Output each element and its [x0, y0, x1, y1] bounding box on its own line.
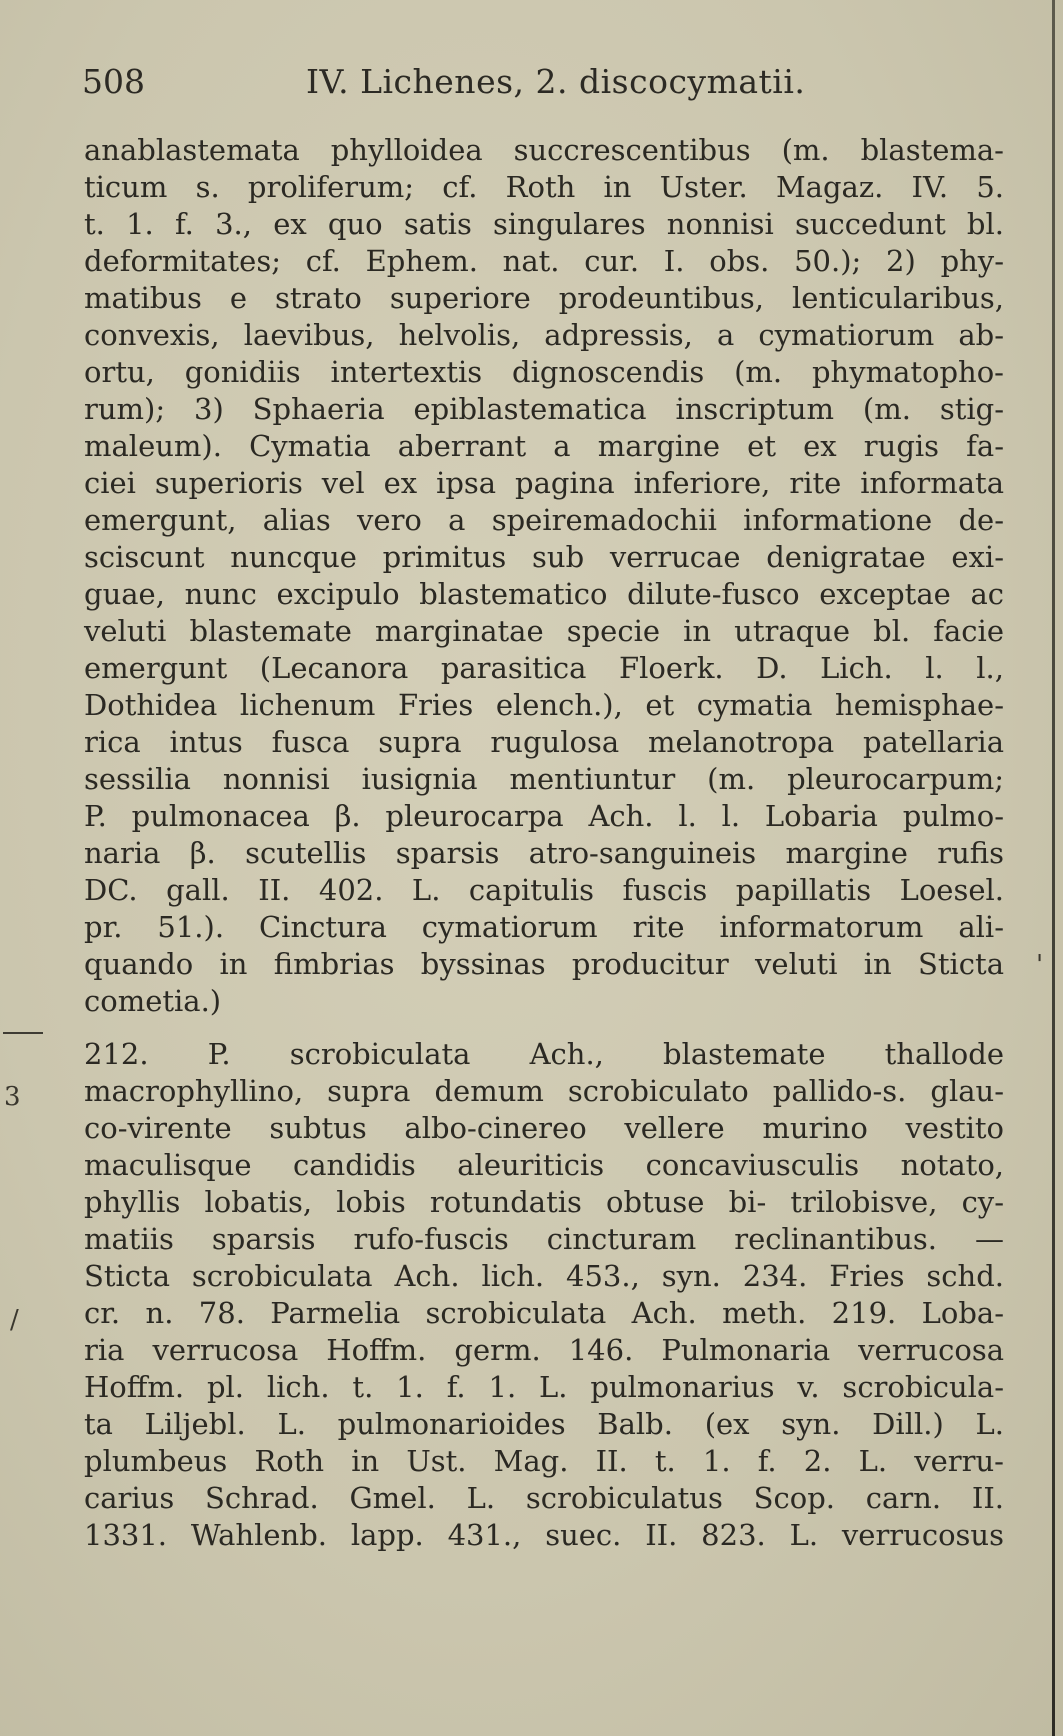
margin-rule — [3, 1032, 43, 1034]
text-line: veluti blastemate marginatae specie in utraque bl. facie — [84, 614, 1004, 648]
text-line: ria verrucosa Hoffm. germ. 146. Pulmonaria verrucosa — [84, 1333, 1004, 1367]
text-line: cometia.) — [84, 984, 222, 1018]
text-line: cr. n. 78. Parmelia scrobiculata Ach. meth. 219. Loba- — [84, 1296, 1004, 1330]
text-line: t. 1. f. 3., ex quo satis singulares nonnisi succedunt bl. — [84, 207, 1004, 241]
text-line: maculisque candidis aleuriticis concaviusculis notato, — [84, 1148, 1004, 1182]
text-line: anablastemata phylloidea succrescentibus (m. blastema- — [84, 133, 1004, 167]
text-line: DC. gall. II. 402. L. capitulis fuscis papillatis Loesel. — [84, 873, 1004, 907]
page-number: 508 — [82, 62, 145, 101]
text-line: Hoffm. pl. lich. t. 1. f. 1. L. pulmonarius v. scrobicula- — [84, 1370, 1004, 1404]
paragraph-gap — [84, 1020, 1004, 1036]
text-line: rica intus fusca supra rugulosa melanotropa patellaria — [84, 725, 1004, 759]
text-line: maleum). Cymatia aberrant a margine et ex rugis fa- — [84, 429, 1004, 463]
text-line: emergunt, alias vero a speiremadochii informatione de- — [84, 503, 1004, 537]
text-line: convexis, laevibus, helvolis, adpressis, a cymatiorum ab- — [84, 318, 1004, 352]
text-line: ticum s. proliferum; cf. Roth in Uster. Magaz. IV. 5. — [84, 170, 1004, 204]
text-line: matibus e strato superiore prodeuntibus, lenticularibus, — [84, 281, 1004, 315]
margin-mark: ' — [1036, 950, 1044, 980]
text-line: ciei superioris vel ex ipsa pagina inferiore, rite informata — [84, 466, 1004, 500]
text-line: ta Liljebl. L. pulmonarioides Balb. (ex syn. Dill.) L. — [84, 1407, 1004, 1441]
page-edge — [1052, 0, 1055, 1736]
text-line: Sticta scrobiculata Ach. lich. 453., syn. 234. Fries schd. — [84, 1259, 1004, 1293]
running-title: IV. Lichenes, 2. discocymatii. — [306, 62, 806, 101]
text-line: 1331. Wahlenb. lapp. 431., suec. II. 823. L. verrucosus — [84, 1518, 1004, 1552]
text-line: P. pulmonacea β. pleurocarpa Ach. l. l. Lobaria pulmo- — [84, 799, 1004, 833]
species-entry — [84, 1036, 1004, 1554]
text-line: pr. 51.). Cinctura cymatiorum rite informatorum ali- — [84, 910, 1004, 944]
text-line: phyllis lobatis, lobis rotundatis obtuse bi- trilobisve, cy- — [84, 1185, 1004, 1219]
text-line: sciscunt nuncque primitus sub verrucae denigratae exi- — [84, 540, 1004, 574]
text-line: macrophyllino, supra demum scrobiculato pallido-s. glau- — [84, 1074, 1004, 1108]
margin-mark: 3 — [4, 1082, 21, 1112]
text-line: deformitates; cf. Ephem. nat. cur. I. obs. 50.); 2) phy- — [84, 244, 1004, 278]
text-line: matiis sparsis rufo-fuscis cincturam reclinantibus. — — [84, 1222, 1004, 1256]
body-text — [84, 132, 1004, 1554]
text-line: emergunt (Lecanora parasitica Floerk. D. Lich. l. l., — [84, 651, 1004, 685]
text-line: guae, nunc excipulo blastematico dilute-fusco exceptae ac — [84, 577, 1004, 611]
text-line: sessilia nonnisi iusignia mentiuntur (m. pleurocarpum; — [84, 762, 1004, 796]
page-header — [82, 58, 982, 106]
text-line: 212. P. scrobiculata Ach., blastemate thallode — [84, 1037, 1004, 1071]
text-line: rum); 3) Sphaeria epiblastematica inscriptum (m. stig- — [84, 392, 1004, 426]
text-line: carius Schrad. Gmel. L. scrobiculatus Scop. carn. II. — [84, 1481, 1004, 1515]
paragraph-continuation — [84, 132, 1004, 1020]
text-line: plumbeus Roth in Ust. Mag. II. t. 1. f. 2. L. verru- — [84, 1444, 1004, 1478]
text-line: Dothidea lichenum Fries elench.), et cymatia hemisphae- — [84, 688, 1004, 722]
text-line: co-virente subtus albo-cinereo vellere murino vestito — [84, 1111, 1004, 1145]
margin-mark: / — [10, 1305, 19, 1335]
text-line: naria β. scutellis sparsis atro-sanguineis margine rufis — [84, 836, 1004, 870]
text-line: ortu, gonidiis intertextis dignoscendis (m. phymatopho- — [84, 355, 1004, 389]
text-line: quando in fimbrias byssinas producitur veluti in Sticta — [84, 947, 1004, 981]
